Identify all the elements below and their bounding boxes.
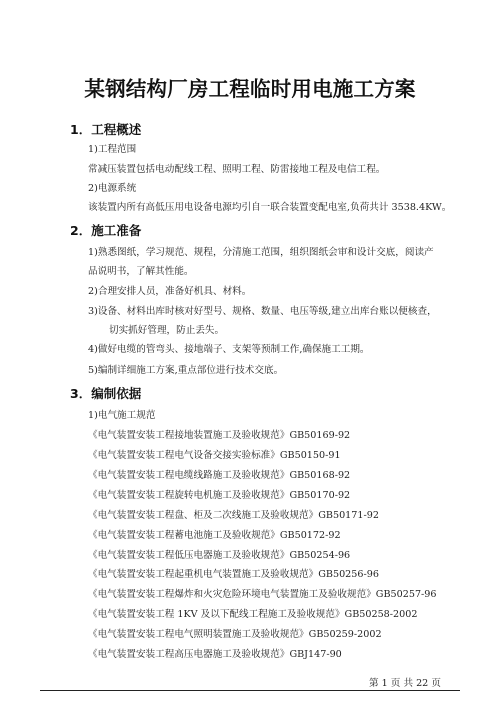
standard-item: 《电气装置安装工程高压电器施工及验收规范》GBJ147-90 [88, 649, 342, 660]
standard-item: 《电气装置安装工程旋转电机施工及验收规范》GB50170-92 [88, 490, 351, 501]
document-title: 某钢结构厂房工程临时用电施工方案 [84, 77, 416, 101]
standard-item: 《电气装置安装工程蓄电池施工及验收规范》GB50172-92 [88, 530, 341, 541]
footer-divider [40, 690, 460, 691]
paragraph-line: 2)电源系统 [88, 183, 137, 194]
paragraph-line: 1)熟悉图纸，学习规范、规程，分清施工范围，组织图纸会审和设计交底，阅读产 [88, 247, 434, 258]
paragraph-line: 3)设备、材料出库时核对好型号、规格、数量、电压等级,建立出库台账以便核查， [88, 306, 437, 317]
standard-item: 《电气装置安装工程 1KV 及以下配线工程施工及验收规范》GB50258-2002 [88, 609, 418, 620]
standard-item: 《电气装置安装工程电缆线路施工及验收规范》GB50168-92 [88, 470, 351, 481]
section-heading-preparation: 2．施工准备 [70, 223, 142, 238]
paragraph-line: 切实抓好管理，防止丢失。 [109, 325, 225, 336]
standard-item: 《电气装置安装工程电气设备交接实验标准》GB50150-91 [88, 450, 341, 461]
standard-item: 《电气装置安装工程电气照明装置施工及验收规范》GB50259-2002 [88, 629, 382, 640]
standard-item: 《电气装置安装工程盘、柜及二次线施工及验收规范》GB50171-92 [88, 510, 379, 521]
paragraph-line: 1)电气施工规范 [88, 410, 156, 421]
paragraph-line: 1)工程范围 [88, 144, 137, 155]
paragraph-line: 5)编制详细施工方案,重点部位进行技术交底。 [88, 365, 284, 376]
page-number: 第 1 页 共 22 页 [369, 678, 441, 689]
section-heading-overview: 1．工程概述 [70, 122, 142, 137]
paragraph-line: 4)做好电缆的管弯头、接地端子、支架等预制工作,确保施工工期。 [88, 344, 370, 355]
paragraph-line: 该装置内所有高低压用电设备电源均引自一联合装置变配电室,负荷共计 3538.4KW。 [88, 202, 452, 213]
standard-item: 《电气装置安装工程爆炸和火灾危险环境电气装置施工及验收规范》GB50257-96 [88, 589, 437, 600]
paragraph-line: 常减压装置包括电动配线工程、照明工程、防雷接地工程及电信工程。 [88, 164, 386, 175]
paragraph-line: 品说明书，了解其性能。 [88, 266, 194, 277]
standard-item: 《电气装置安装工程起重机电气装置施工及验收规范》GB50256-96 [88, 569, 379, 580]
standard-item: 《电气装置安装工程接地装置施工及验收规范》GB50169-92 [88, 430, 351, 441]
standard-item: 《电气装置安装工程低压电器施工及验收规范》GB50254-96 [88, 550, 351, 561]
section-heading-basis: 3．编制依据 [70, 386, 142, 401]
paragraph-line: 2)合理安排人员，准备好机具、材料。 [88, 286, 252, 297]
